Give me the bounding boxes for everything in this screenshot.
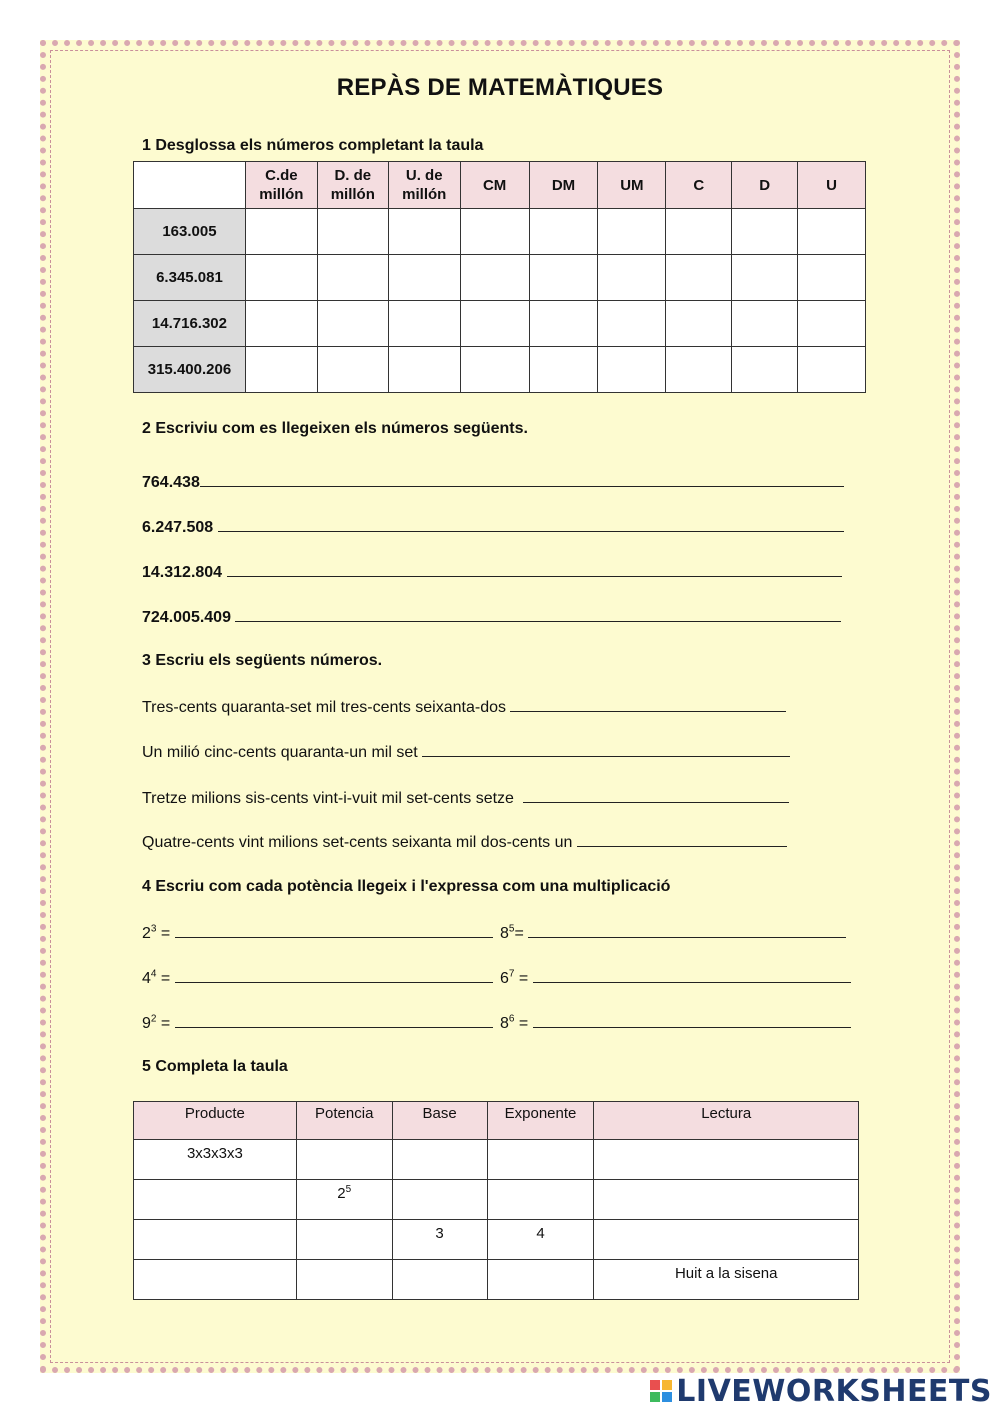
answer-blank[interactable] xyxy=(510,697,786,712)
header-producte: Producte xyxy=(134,1102,297,1140)
answer-cell[interactable] xyxy=(666,255,732,301)
header-u: U xyxy=(798,162,866,209)
answer-cell[interactable] xyxy=(392,1180,487,1220)
corner-cell xyxy=(134,162,246,209)
answer-blank[interactable] xyxy=(175,1013,493,1028)
power-base: 9 xyxy=(142,1015,151,1032)
power-exponent: 5 xyxy=(508,923,515,935)
place-value-table xyxy=(133,161,866,393)
answer-blank[interactable] xyxy=(528,923,846,938)
power-base: 4 xyxy=(142,970,151,987)
header-cm-millon: C.de millón xyxy=(245,162,317,209)
answer-cell[interactable] xyxy=(317,255,388,301)
answer-cell[interactable] xyxy=(460,347,529,393)
answer-cell[interactable] xyxy=(487,1260,594,1300)
answer-blank[interactable] xyxy=(218,517,844,532)
worksheet-title: REPÀS DE MATEMÀTIQUES xyxy=(336,74,664,101)
header-d: D xyxy=(732,162,798,209)
logo-square xyxy=(650,1380,660,1390)
answer-cell[interactable] xyxy=(317,209,388,255)
section-3-heading: 3 Escriu els següents números. xyxy=(142,652,383,669)
write-item xyxy=(142,788,789,808)
header-lectura: Lectura xyxy=(594,1102,859,1140)
power-item xyxy=(142,923,493,943)
powers-row xyxy=(134,1220,859,1260)
answer-cell[interactable] xyxy=(732,255,798,301)
header-base: Base xyxy=(392,1102,487,1140)
power-exponent: 7 xyxy=(508,968,515,980)
header-dm-millon: D. de millón xyxy=(317,162,388,209)
answer-cell[interactable] xyxy=(388,255,460,301)
header-exponente: Exponente xyxy=(487,1102,594,1140)
equals-sign: = xyxy=(156,925,171,942)
answer-cell[interactable] xyxy=(392,1260,487,1300)
row-number: 14.716.302 xyxy=(134,301,246,347)
section-5-heading: 5 Completa la taula xyxy=(142,1058,288,1075)
header-potencia: Potencia xyxy=(296,1102,392,1140)
answer-cell[interactable] xyxy=(460,301,529,347)
potencia-base: 2 xyxy=(337,1185,346,1202)
answer-blank[interactable] xyxy=(227,562,842,577)
power-exponent: 6 xyxy=(508,1013,515,1025)
logo-square xyxy=(650,1392,660,1402)
answer-cell[interactable] xyxy=(598,347,666,393)
section-1-heading: 1 Desglossa els números completant la taula xyxy=(142,137,484,154)
place-value-row xyxy=(134,255,866,301)
power-base: 8 xyxy=(500,1015,509,1032)
row-number: 315.400.206 xyxy=(134,347,246,393)
answer-cell[interactable] xyxy=(666,301,732,347)
answer-cell[interactable] xyxy=(798,209,866,255)
answer-cell[interactable] xyxy=(296,1220,392,1260)
write-item xyxy=(142,697,786,717)
answer-cell[interactable] xyxy=(798,255,866,301)
answer-cell[interactable] xyxy=(134,1180,297,1220)
answer-cell[interactable] xyxy=(594,1180,859,1220)
place-value-row xyxy=(134,209,866,255)
answer-cell[interactable] xyxy=(388,301,460,347)
logo-text: LIVEWORKSHEETS xyxy=(676,1373,992,1409)
answer-blank[interactable] xyxy=(577,832,787,847)
reading-item xyxy=(142,472,844,492)
answer-cell[interactable] xyxy=(798,347,866,393)
liveworksheets-logo[interactable] xyxy=(650,1373,992,1409)
answer-cell[interactable] xyxy=(388,209,460,255)
header-c: C xyxy=(666,162,732,209)
answer-cell[interactable] xyxy=(134,1220,297,1260)
answer-cell[interactable] xyxy=(598,301,666,347)
power-base: 6 xyxy=(500,970,509,987)
header-um: UM xyxy=(598,162,666,209)
answer-cell[interactable] xyxy=(245,301,317,347)
answer-cell[interactable] xyxy=(245,255,317,301)
answer-cell[interactable] xyxy=(317,301,388,347)
power-base: 8 xyxy=(500,925,509,942)
section-2-heading: 2 Escriviu com es llegeixen els números següents. xyxy=(142,420,528,437)
answer-cell[interactable] xyxy=(460,209,529,255)
logo-mark-icon xyxy=(650,1380,672,1402)
place-value-header-row xyxy=(134,162,866,209)
answer-cell[interactable] xyxy=(666,347,732,393)
answer-blank[interactable] xyxy=(533,968,851,983)
answer-cell[interactable] xyxy=(594,1140,859,1180)
exponente-cell: 4 xyxy=(487,1220,594,1260)
producte-cell: 3x3x3x3 xyxy=(134,1140,297,1180)
header-cm: CM xyxy=(460,162,529,209)
number-words: Tretze milions sis-cents vint-i-vuit mil set-cents setze xyxy=(142,790,514,807)
lectura-cell: Huit a la sisena xyxy=(594,1260,859,1300)
answer-cell[interactable] xyxy=(529,209,598,255)
power-exponent: 2 xyxy=(150,1013,157,1025)
equals-sign: = xyxy=(514,925,524,942)
answer-cell[interactable] xyxy=(296,1140,392,1180)
answer-cell[interactable] xyxy=(598,209,666,255)
reading-item xyxy=(142,517,844,537)
answer-cell[interactable] xyxy=(245,347,317,393)
answer-cell[interactable] xyxy=(732,347,798,393)
number-words: Tres-cents quaranta-set mil tres-cents seixanta-dos xyxy=(142,699,506,716)
answer-cell[interactable] xyxy=(487,1180,594,1220)
write-item xyxy=(142,742,790,762)
answer-cell[interactable] xyxy=(529,255,598,301)
powers-row xyxy=(134,1260,859,1300)
answer-blank[interactable] xyxy=(235,607,841,622)
answer-cell[interactable] xyxy=(460,255,529,301)
place-value-row xyxy=(134,347,866,393)
answer-cell[interactable] xyxy=(487,1140,594,1180)
base-cell: 3 xyxy=(392,1220,487,1260)
reading-number: 14.312.804 xyxy=(142,564,223,581)
reading-item xyxy=(142,607,841,627)
potencia-cell xyxy=(296,1180,392,1220)
powers-header-row xyxy=(134,1102,859,1140)
answer-cell[interactable] xyxy=(245,209,317,255)
reading-number: 724.005.409 xyxy=(142,609,231,626)
answer-cell[interactable] xyxy=(317,347,388,393)
number-words: Un milió cinc-cents quaranta-un mil set xyxy=(142,744,418,761)
reading-number: 6.247.508 xyxy=(142,519,214,536)
equals-sign: = xyxy=(156,1015,171,1032)
answer-blank[interactable] xyxy=(422,742,790,757)
power-item xyxy=(142,1013,493,1033)
reading-item xyxy=(142,562,842,582)
answer-cell[interactable] xyxy=(296,1260,392,1300)
answer-cell[interactable] xyxy=(134,1260,297,1300)
power-item xyxy=(500,968,851,988)
powers-row xyxy=(134,1180,859,1220)
answer-cell[interactable] xyxy=(798,301,866,347)
header-dm: DM xyxy=(529,162,598,209)
section-4-heading: 4 Escriu com cada potència llegeix i l'expressa com una multiplicació xyxy=(142,878,671,895)
power-item xyxy=(500,923,846,943)
logo-square xyxy=(662,1380,672,1390)
answer-blank[interactable] xyxy=(175,923,493,938)
header-um-millon: U. de millón xyxy=(388,162,460,209)
answer-cell[interactable] xyxy=(388,347,460,393)
equals-sign: = xyxy=(514,970,529,987)
power-item xyxy=(500,1013,851,1033)
answer-cell[interactable] xyxy=(732,209,798,255)
power-exponent: 3 xyxy=(150,923,157,935)
answer-blank[interactable] xyxy=(200,472,844,487)
logo-square xyxy=(662,1392,672,1402)
answer-cell[interactable] xyxy=(594,1220,859,1260)
power-base: 2 xyxy=(142,925,151,942)
answer-cell[interactable] xyxy=(529,347,598,393)
place-value-row xyxy=(134,301,866,347)
answer-cell[interactable] xyxy=(598,255,666,301)
answer-cell[interactable] xyxy=(529,301,598,347)
answer-blank[interactable] xyxy=(533,1013,851,1028)
row-number: 6.345.081 xyxy=(134,255,246,301)
answer-cell[interactable] xyxy=(732,301,798,347)
equals-sign: = xyxy=(156,970,171,987)
row-number: 163.005 xyxy=(134,209,246,255)
answer-blank[interactable] xyxy=(523,788,789,803)
answer-cell[interactable] xyxy=(666,209,732,255)
power-exponent: 4 xyxy=(150,968,157,980)
power-item xyxy=(142,968,493,988)
number-words: Quatre-cents vint milions set-cents seixanta mil dos-cents un xyxy=(142,834,573,851)
answer-blank[interactable] xyxy=(175,968,493,983)
answer-cell[interactable] xyxy=(392,1140,487,1180)
potencia-exponent: 5 xyxy=(345,1184,352,1195)
powers-row xyxy=(134,1140,859,1180)
reading-number: 764.438 xyxy=(142,474,200,491)
powers-table xyxy=(133,1101,859,1300)
equals-sign: = xyxy=(514,1015,529,1032)
write-item xyxy=(142,832,787,852)
